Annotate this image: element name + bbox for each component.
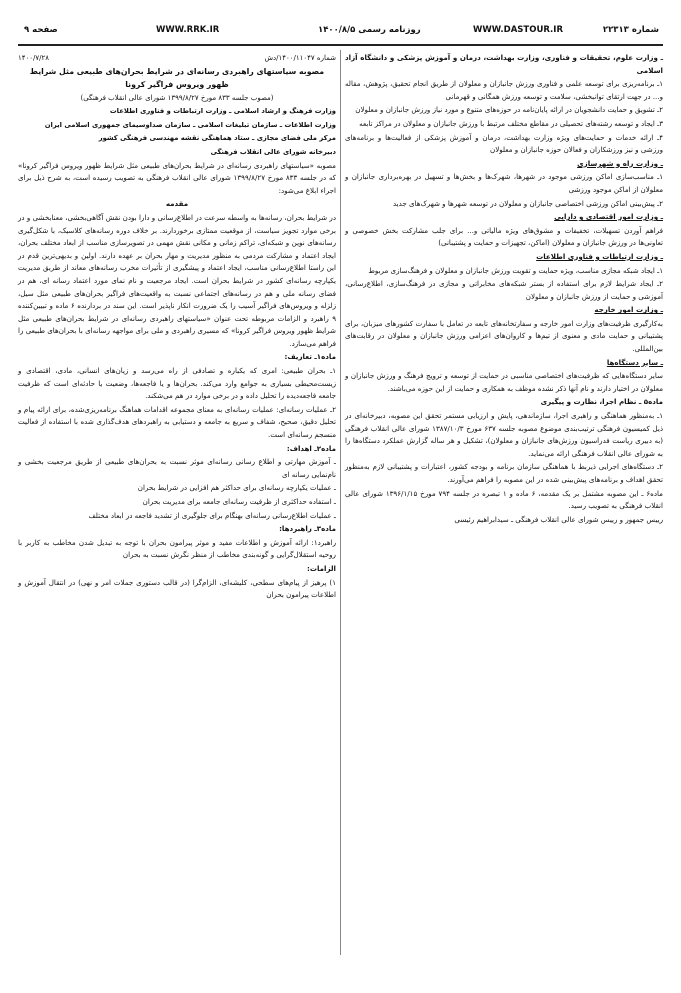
paragraph: ۱ـ به‌منظور هماهنگی و راهبری اجرا، سازماندهی، پایش و ارزیابی مستمر تحقق این مصوبه، دبیرخانه‌ای در ذیل کمیسیون فرهنگی ترتیب‌بندی موضوع مصوبه جلسه ۶۳۷ مورخ ۱۳۸۷/۱۰/۳ شورای عالی انقلاب فرهنگی (به دبیری ریاست فدراسیون ورزش‌های جانبازان و معلولان)، تشکیل و هر ساله گزارش عملکرد دستگاه‌ها را به شورای عالی انقلاب فرهنگی ارائه می‌نماید. [345, 411, 663, 458]
reference-line [18, 52, 336, 65]
page-number: صفحه ۹ [24, 25, 58, 35]
section-heading: مقدمه [165, 199, 189, 209]
left-column [18, 52, 336, 603]
right-column [345, 52, 663, 527]
paragraph: به‌کارگیری ظرفیت‌های وزارت امور خارجه و سفارتخانه‌های تابعه در تعامل با سفارت کشورهای میزبان، برای پشتیبانی و حمایت مادی و معنوی از تیم‌ها و کاروان‌های اعزامی ورزش جانبازان و معلولان در رقابت‌های بین‌المللی. [345, 318, 663, 354]
recipient-line: وزارت فرهنگ و ارشاد اسلامی ـ وزارت ارتباطات و فناوری اطلاعات [109, 107, 336, 116]
reference-number: شماره ۱۴۰۰/۱۱۰۴۷/دش [264, 54, 336, 62]
paragraph: ۲ـ پیش‌بینی اماکن ورزشی اختصاصی جانبازان و معلولان در توسعه شهرها و شهرک‌های جدید [392, 198, 663, 208]
resolution-body [18, 160, 336, 602]
dastour-link[interactable]: WWW.DASTOUR.IR [473, 25, 563, 35]
paragraph: سایر دستگاه‌هایی که ظرفیت‌های اختصاصی مناسبی در حمایت از توسعه و ترویج فرهنگ و ورزش جانبازان و معلولان در اختیار دارند و نام آنها ذکر نشده موظف به همکاری و حمایت از این حوزه می‌باشند. [345, 371, 663, 393]
paragraph: ۲ـ تشویق و حمایت دانشجویان در ارائه پایان‌نامه در حوزه‌های متنوع و مورد نیاز ورزش جانبازان و معلولان [355, 105, 663, 115]
paragraph: ـ استفاده حداکثری از ظرفیت رسانه‌ای جامعه برای مدیریت بحران [142, 497, 336, 506]
section-heading: الزامات: [307, 563, 336, 573]
paragraph: ۳ـ ایجاد و توسعه رشته‌های تحصیلی در مقاطع مختلف مرتبط با ورزش جانبازان و معلولان در مراکز تابعه [359, 118, 663, 128]
paragraph: ـ عملیات یکپارچه رسانه‌ای برای حداکثر هم افزایی در شرایط بحران [137, 483, 336, 493]
paragraph: ۱ـ بحران طبیعی: امری که یکباره و تصادفی از راه می‌رسد و زیان‌های انسانی، مادی، اقتصادی و زیست‌محیطی بسیاری به جوامع وارد می‌کند. بحران‌ها و یا فاجعه‌ها، وضعیت یا حادثه‌ای است که ظرفیت جامعه فاجعه‌دیده را تحلیل داده و در برخی موارد در هم می‌شکند. [18, 366, 336, 401]
section-heading: ـ وزارت راه و شهرسازی [577, 158, 663, 168]
paragraph: ۴ـ ارائه خدمات و حمایت‌های ویژه وزارت بهداشت، درمان و آموزش پزشکی از فعالیت‌ها و برنامه‌های ورزشی و نیز ورزشکاران و فعالان حوزه جانبازان و معلولان [345, 132, 663, 155]
paragraph: ۱ـ برنامه‌ریزی برای توسعه علمی و فناوری ورزش جانبازان و معلولان از طریق انجام تحقیق، پژوهش، مقاله و... در جهت ارتقای توانبخشی، سلامت و توسعه ورزش همگانی و قهرمانی [345, 79, 663, 101]
section-heading: ماده۳ـ راهبردها: [279, 524, 336, 534]
paragraph: ۲ـ ایجاد شرایط لازم برای استفاده از بستر شبکه‌های مخابراتی و مجازی در فرهنگ‌سازی، اطلاع‌رسانی، آموزشی و حمایت از ورزش جانبازان و معلولان [345, 279, 663, 301]
recipient-line: مرکز ملی فضای مجازی ـ ستاد هماهنگی نقشه مهندسی فرهنگی کشور [98, 134, 336, 143]
section-heading: ماده۲ـ اهداف: [286, 443, 336, 453]
reference-date: ۱۴۰۰/۷/۲۸ [18, 54, 50, 62]
paragraph: در شرایط بحران، رسانه‌ها به واسطه سرعت در اطلاع‌رسانی و دارا بودن نقش آگاهی‌بخشی، معنابخشی و در برخی موارد تجویز سیاست، از موقعیت ممتازی برخوردارند. بر خلاف دوره رسانه‌های کلاسیک، با شکل‌گیری رسانه‌های نوین و شبکه‌ای، تراکم زمانی و مکانی نقش مهمی در تصویرسازی مناسب از ابعاد مختلف بحران، ایجاد اعتماد و مشارکت مردمی به منظور مدیریت و مهار بحران بر عهده دارند. اولین و بدیهی‌ترین قدم در این راستا اطلاع‌رسانی مناسب، ایجاد اعتماد و پیشگیری از تأثیرات مخرب رسانه‌های معاند از طریق مدیریت یکپارچه رسانه‌ای کشور در شرایط بحران است. ایجاد مرجعیت و نام نمای مورد اعتماد رسانه ای، هم در فضای رسانه ملی و هم در رسانه‌های اجتماعی نسبت به واقعیت‌های فراگیر بحران‌های طبیعی مثل سیل، زلزله و ویروس‌های فراگیر آسیب را یک ضرورت انکار ناپذیر است. این سند در بردارنده ۶ ماده و تبیین‌کننده ۹ راهبرد و الزامات مربوطه تحت عنوان «سیاستهای راهبردی رسانه‌ای در شرایط بحران‌های طبیعی مثل شرایط ظهور ویروس فراگیر کرونا» که مسیری راهبردی و ملی برای مواجهه رسانه‌ای با بحران‌های طبیعی را فراهم می‌سازد. [18, 212, 337, 348]
paragraph: ۲ـ عملیات رسانه‌ای: عملیات رسانه‌ای به معنای مجموعه اقدامات هماهنگ برنامه‌ریزی‌شده، برای ارائه پیام و تحلیل دقیق، صحیح، شفاف و سریع به جامعه و دستیابی به راهبردهای هدف‌گذاری شده با استفاده از فعالیت منسجم رسانه‌ای است. [18, 404, 336, 440]
gazette-date: روزنامه رسمی ۱۴۰۰/۸/۵ [318, 25, 421, 35]
section-heading: ماده۵ ـ نظام اجرا، نظارت و پیگیری [540, 397, 663, 407]
section-heading: ـ وزارت امور خارجه [594, 305, 663, 315]
paragraph: ماده۶ ـ این مصوبه مشتمل بر یک مقدمه، ۶ ماده و ۱ تبصره در جلسه ۷۹۴ مورخ ۱۳۹۶/۱/۱۵ شورای عالی انقلاب فرهنگی به تصویب رسید. [345, 488, 663, 511]
paragraph: فراهم آوردن تسهیلات، تخفیفات و مشوق‌های ویژه مالیاتی و... برای جلب مشارکت بخش خصوصی و تعاونی‌ها در ورزش جانبازان و معلولان (اماکن، تجهیزات و حمایت و پشتیبانی) [345, 225, 663, 248]
resolution-title: مصوبه سیاستهای راهبردی رسانه‌ای در شرایط بحران‌های طبیعی مثل شرایط ظهور ویروس فراگیر کرونا [29, 66, 325, 89]
section-heading: ـ سایر دستگاه‌ها [606, 357, 663, 367]
issue-number: شماره ۲۲۳۱۳ [602, 25, 659, 35]
paragraph: ۲ـ دستگاه‌های اجرایی ذیربط با هماهنگی سازمان برنامه و بودجه کشور، اعتبارات و پشتیبانی لازم به‌منظور تحقق اهداف و برنامه‌های پیش‌بینی شده در این مصوبه را فراهم می‌آورند. [345, 462, 663, 484]
column-divider [340, 50, 341, 955]
paragraph: ـ عملیات اطلاع‌رسانی رسانه‌ای بهنگام برای جلوگیری از تشدید فاجعه در ابعاد مختلف [88, 510, 336, 520]
paragraph: راهبرد۱: ارائه آموزش و اطلاعات مفید و موثر پیرامون بحران با توجه به تبدیل شدن مخاطب به کاربر با روحیه استقلال‌گرایی و گونه‌بندی مخاطب از منظر نگرش نسبت به بحران [18, 537, 336, 560]
rrk-link[interactable]: WWW.RRK.IR [156, 25, 220, 35]
paragraph: ۱) پرهیز از پیام‌های سطحی، کلیشه‌ای، الزام‌گرا (در قالب دستوری جملات امر و نهی) در انتقال آموزش و اطلاعات پیرامون بحران [18, 577, 336, 600]
paragraph: ۱ـ ایجاد شبکه مجازی مناسب، ویژه حمایت و تقویت ورزش جانبازان و معلولان و فرهنگ‌سازی مربوط [368, 265, 663, 275]
section-heading: ـ وزارت ارتباطات و فناوری اطلاعات [536, 251, 663, 261]
recipient-line: وزارت اطلاعات ـ سازمان تبلیغات اسلامی ـ سازمان صداوسیمای جمهوری اسلامی ایران [44, 120, 336, 129]
recipient-line: دبیرخانه شورای عالی انقلاب فرهنگی [210, 147, 336, 156]
section-heading: ـ وزارت امور اقتصادی و دارایی [554, 212, 663, 222]
recipients [18, 105, 336, 158]
section-heading: ـ وزارت علوم، تحقیقات و فناوری، وزارت بهداشت، درمان و آموزش پزشکی و دانشگاه آزاد اسلامی [345, 53, 663, 75]
resolution-approval: (مصوب جلسه ۸۳۳ مورخ ۱۳۹۹/۸/۲۷ شورای عالی انقلاب فرهنگی) [80, 93, 274, 102]
paragraph: ۱ـ مناسب‌سازی اماکن ورزشی موجود در شهرها، شهرک‌ها و بخش‌ها و تسهیل در بهره‌برداری جانبازان و معلولان از اماکن موجود ورزشی [345, 172, 663, 194]
paragraph: رییس جمهور و رییس شورای عالی انقلاب فرهنگی ـ سیدابراهیم رئیسی [454, 514, 663, 524]
section-heading: ماده۱ـ تعاریف: [284, 352, 336, 362]
paragraph: ـ آموزش مهارتی و اطلاع رسانی رسانه‌ای موثر نسبت به بحران‌های طبیعی از طریق مرجعیت بخشی و نام‌نمایی رسانه ای [18, 457, 336, 479]
page-header [18, 22, 663, 46]
paragraph: مصوبه «سیاستهای راهبردی رسانه‌ای در شرایط بحران‌های طبیعی مثل شرایط ظهور ویروس فراگیر کرونا» که در جلسه ۸۳۳ مورخ ۱۳۹۹/۸/۲۷ شورای عالی انقلاب فرهنگی به تصویب رسیده است، به شرح ذیل برای اجراء ابلاغ می‌شود: [18, 160, 336, 195]
